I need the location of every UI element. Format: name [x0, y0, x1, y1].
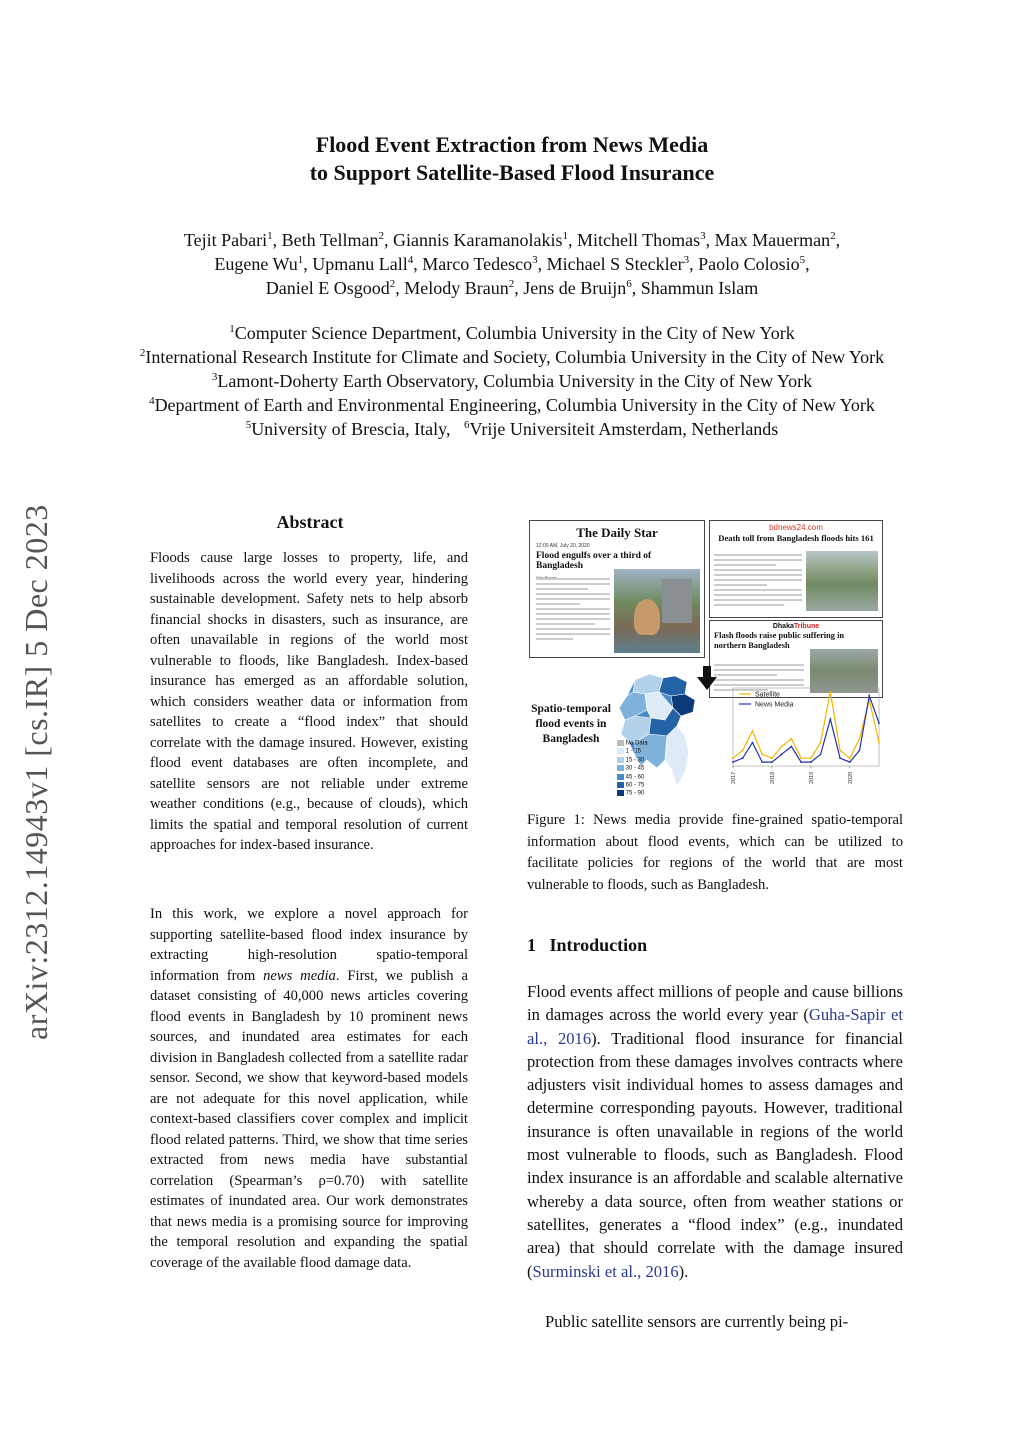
x-tick-label: 2018 — [769, 771, 776, 784]
author: Mitchell Thomas — [576, 230, 701, 250]
article-text-lines — [714, 551, 802, 609]
arxiv-identifier: arXiv:2312.14943v1 [cs.IR] 5 Dec 2023 — [18, 504, 54, 1040]
series-point — [761, 761, 763, 763]
author: Eugene Wu — [214, 254, 298, 274]
legend-swatch — [617, 757, 624, 763]
paper-title — [0, 131, 1024, 187]
map-label: Spatio-temporal flood events in Bangladesh — [531, 703, 611, 745]
title-line-2: to Support Satellite-Based Flood Insurance — [309, 160, 715, 185]
legend-swatch — [617, 790, 624, 796]
series-point — [878, 742, 880, 744]
author: Jens de Bruijn — [523, 278, 627, 298]
author-aff: 2 — [389, 278, 396, 290]
daily-star-clipping — [529, 520, 705, 658]
series-point — [791, 738, 793, 740]
series-point — [859, 750, 861, 752]
citation-link[interactable]: Guha-Sapir et al., 2016 — [527, 1005, 903, 1048]
series-point — [781, 753, 783, 755]
abstract-paragraph-1: Floods cause large losses to property, life, and livelihoods across the world every year, hindering sustainable development. Safety nets to help absorb financial shocks in disasters, such as insurance, are often unavailable in regions of the world most vulnerable to floods, like Bangladesh. Index-based insurance has emerged as an affordable solution, which considers weather data or information from satellites to create a “flood index” that should correlate with the damage insured. However, existing flood event databases are often incomplete, and satellite sensors are not reliable under extreme weather conditions (e.g., because of clouds), which limits the spatial and temporal resolution of current approaches for index-based insurance. — [150, 550, 468, 853]
author: Michael S Steckler — [546, 254, 684, 274]
author: Max Mauerman — [714, 230, 831, 250]
series-point — [752, 730, 754, 732]
daily-star-dateline: 12:00 AM, July 20, 2020 — [536, 543, 590, 549]
daily-star-headline: Flood engulfs over a third of Bangladesh — [536, 551, 652, 571]
author-aff: 2 — [508, 278, 515, 290]
series-point — [829, 691, 831, 693]
affiliation: $^4$Department of Earth and Environmental Engineering, Columbia University in the City of New York — [149, 395, 875, 415]
series-point — [771, 757, 773, 759]
author-aff: 2 — [378, 230, 385, 242]
title-line-1: Flood Event Extraction from News Media — [315, 132, 709, 157]
legend-swatch — [617, 782, 624, 788]
series-point — [868, 695, 870, 697]
series-point — [742, 757, 744, 759]
dhaka-tribune-headline: Flash floods raise public suffering in northern Bangladesh — [714, 631, 845, 650]
series-point — [839, 757, 841, 759]
person-figure — [634, 599, 660, 635]
author: Giannis Karamanolakis — [393, 230, 563, 250]
series-point — [800, 761, 802, 763]
legend-entry: 1 - 15 — [617, 748, 648, 756]
flood-photo — [806, 551, 878, 611]
author-aff: 6 — [626, 278, 632, 290]
author-aff: 1 — [562, 230, 568, 242]
house-figure — [662, 579, 692, 623]
affiliation: $^5$University of Brescia, Italy, $^6$Vrije Universiteit Amsterdam, Netherlands — [245, 419, 779, 439]
flood-photo — [614, 569, 700, 653]
intro-paragraph-2: Public satellite sensors are currently being pi- — [545, 1312, 849, 1331]
series-point — [771, 761, 773, 763]
x-tick-label: 2020 — [847, 771, 854, 784]
series-point — [752, 742, 754, 744]
map-region — [633, 674, 663, 694]
affiliation-list — [0, 321, 1024, 441]
plot-frame — [733, 688, 879, 766]
flood-time-series-chart — [719, 684, 885, 788]
bdnews-masthead: bdnews24.com — [769, 523, 823, 532]
map-region — [659, 676, 687, 696]
author: Melody Braun — [404, 278, 509, 298]
author: Beth Tellman — [281, 230, 379, 250]
author-aff: 3 — [683, 254, 690, 266]
affiliation: $^2$International Research Institute for Climate and Society, Columbia University in the City of New York — [139, 347, 885, 367]
author: Tejit Pabari — [183, 230, 268, 250]
series-point — [878, 722, 880, 724]
series-point — [781, 746, 783, 748]
bdnews-headline: Death toll from Bangladesh floods hits 161 — [718, 533, 874, 543]
series-point — [859, 738, 861, 740]
author-list — [0, 228, 1024, 300]
author-line: Tejit Pabari$^1$, Beth Tellman$^2$, Giannis Karamanolakis$^1$, Mitchell Thomas$^3$, Max Mauerman$^2$, — [183, 230, 841, 250]
author-aff: 4 — [407, 254, 414, 266]
affiliation: $^3$Lamont-Doherty Earth Observatory, Columbia University in the City of New York — [211, 371, 813, 391]
author: Shammun Islam — [640, 278, 759, 298]
author: Marco Tedesco — [422, 254, 533, 274]
map-region — [665, 726, 689, 786]
author: Upmanu Lall — [312, 254, 408, 274]
series-point — [742, 750, 744, 752]
series-point — [839, 750, 841, 752]
series-point — [800, 757, 802, 759]
section-heading-introduction: 1 Introduction — [527, 935, 648, 955]
affiliation: $^1$Computer Science Department, Columbia University in the City of New York — [229, 323, 795, 343]
series-point — [829, 718, 831, 720]
x-tick-label: 2017 — [731, 771, 737, 784]
x-tick-label: 2019 — [808, 771, 815, 784]
series-point — [810, 761, 812, 763]
series-point — [849, 757, 851, 759]
series-point — [761, 753, 763, 755]
author-aff: 1 — [267, 230, 273, 242]
abstract-heading: Abstract — [276, 512, 344, 532]
citation-link[interactable]: Surminski et al., 2016 — [532, 1261, 679, 1281]
legend-swatch — [617, 740, 624, 746]
bdnews-clipping — [709, 520, 883, 618]
author-line: Daniel E Osgood$^2$, Melody Braun$^2$, Jens de Bruijn$^6$, Shammun Islam — [265, 278, 759, 298]
legend-entry: 15 - 30 — [617, 757, 648, 765]
series-point — [849, 761, 851, 763]
legend-entry: No Data — [617, 740, 648, 748]
series-point — [791, 746, 793, 748]
series-point — [820, 753, 822, 755]
intro-paragraph-1: Flood events affect millions of people and cause billions in damages across the world every year (Guha-Sapir et al., 2016). Traditional flood insurance for financial protection from these damages involves contracts where adjusters visit individual homes to assess damages and determine corresponding payouts. However, traditional insurance is often unavailable in regions of the world most vulnerable to floods, such as Bangladesh. Flood index insurance is an affordable and scalable alternative whereby a data source, often from weather stations or satellites, generates a “flood index” (e.g., inundated area) that should correlate with the damage insured (Surminski et al., 2016). — [527, 982, 904, 1281]
series-point — [810, 757, 812, 759]
series-point — [820, 742, 822, 744]
abstract-paragraph-2: In this work, we explore a novel approach for supporting satellite-based flood index insurance by extracting high-resolution spatio-temporal information from news media. First, we publish a dataset consisting of 40,000 news articles covering flood events in Bangladesh by 10 prominent news sources, and inundated area estimates for each division in Bangladesh collected from a satellite radar sensor. Second, we show that keyword-based models are not adequate for this novel application, while context-based classifiers cover complex and implicit flood related patterns. Third, we show that time series extracted from news media have substantial correlation (Spearman’s ρ=0.70) with satellite estimates of inundated area. Our work demonstrates that news media is a promising source for improving the temporal resolution and expanding the spatial coverage of the available flood damage data. — [150, 906, 468, 1271]
dhaka-tribune-masthead: DhakaTribune — [772, 623, 820, 630]
figure-caption: Figure 1: News media provide fine-grained spatio-temporal information about flood events, which can be utilized to facilitate policies for regions of the world that are most vulnerable to floods, such as Bangladesh. — [527, 812, 903, 893]
author-aff: 1 — [297, 254, 304, 266]
author-aff: 3 — [700, 230, 706, 242]
author-aff: 5 — [799, 254, 806, 266]
author: Daniel E Osgood — [265, 278, 390, 298]
figure-1 — [527, 516, 887, 797]
legend-entry: 30 - 45 — [617, 765, 648, 773]
daily-star-masthead: The Daily Star — [576, 525, 658, 540]
article-text-lines — [536, 575, 610, 643]
author: Paolo Colosio — [698, 254, 800, 274]
author-line: Eugene Wu$^1$, Upmanu Lall$^4$, Marco Tedesco$^3$, Michael S Steckler$^3$, Paolo Colosio$^5$, — [214, 254, 810, 274]
legend-label: News Media — [755, 701, 794, 709]
legend-entry: 45 - 60 — [617, 774, 648, 782]
author-aff: 3 — [532, 254, 538, 266]
legend-swatch — [617, 774, 624, 780]
legend-swatch — [617, 765, 624, 771]
legend-swatch — [617, 748, 624, 754]
map-legend — [617, 740, 648, 799]
legend-label: Satellite — [755, 691, 780, 699]
author-aff: 2 — [830, 230, 836, 242]
series-point — [732, 757, 734, 759]
legend-entry: 75 - 90 — [617, 790, 648, 798]
legend-entry: 60 - 75 — [617, 782, 648, 790]
series-point — [732, 761, 734, 763]
